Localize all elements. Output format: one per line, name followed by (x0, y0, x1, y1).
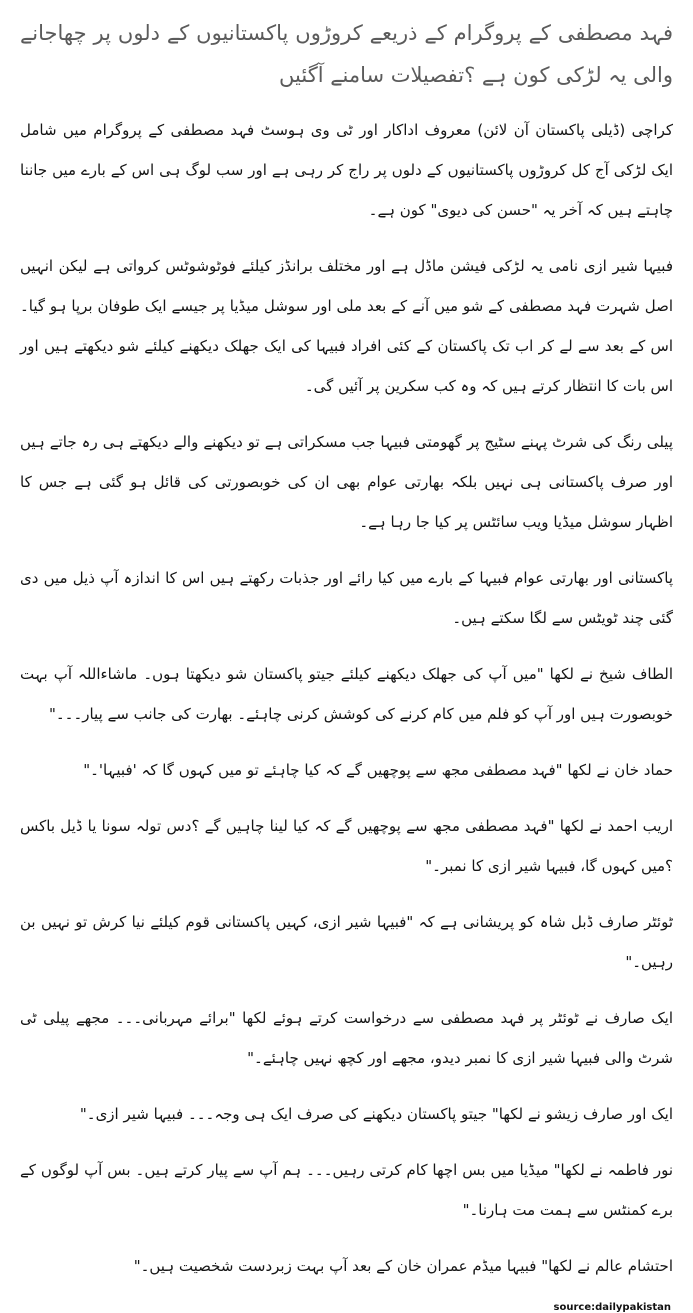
tweet-quote: ایک اور صارف زیشو نے لکھا" جیتو پاکستان دیکھنے کی صرف ایک ہی وجہ۔۔۔ فبیہا شیر ازی۔" (79, 1105, 673, 1123)
tweet-quote: اریب احمد نے لکھا "فہد مصطفی مجھ سے پوچھیں گے کہ کیا لینا چاہیں گے ؟دس تولہ سونا یا ڈیل باکس ؟میں کہوں گا، فبیہا شیر ازی کا نمبر۔" (20, 817, 673, 875)
article-paragraph: فبیہا شیر ازی نامی یہ لڑکی فیشن ماڈل ہے اور مختلف برانڈز کیلئے فوٹوشوٹس کرواتی ہے لیکن انہیں اصل شہرت فہد مصطفی کے شو میں آنے کے بعد ملی اور سوشل میڈیا پر جیسے ایک طوفان برپا ہو گیا۔ اس کے بعد سے لے کر اب تک پاکستان کے کئی افراد فبیہا کی ایک جھلک دیکھنے کیلئے شو دیکھتے ہیں اور اس بات کا انتظار کرتے ہیں کہ وہ کب سکرین پر آئیں گی۔ (20, 257, 673, 395)
article-headline: فہد مصطفی کے پروگرام کے ذریعے کروڑوں پاکستانیوں کے دلوں پر چھاجانے والی یہ لڑکی کون ہے ؟تفصیلات سامنے آگئیں (20, 21, 673, 87)
tweet-quote: حماد خان نے لکھا "فہد مصطفی مجھ سے پوچھیں گے کہ کیا چاہئے تو میں کہوں گا کہ 'فبیہا'۔" (83, 761, 673, 779)
source-credit: source:dailypakistan (553, 1302, 671, 1313)
tweet-quote: نور فاطمہ نے لکھا" میڈیا میں بس اچھا کام کرتی رہیں۔۔۔ ہم آپ سے پیار کرتے ہیں۔ بس آپ لوگوں کے برے کمنٹس سے ہمت مت ہارنا۔" (20, 1161, 673, 1219)
article-paragraph: پاکستانی اور بھارتی عوام فبیہا کے بارے میں کیا رائے اور جذبات رکھتے ہیں اس کا اندازہ آپ ذیل میں دی گئی چند ٹویٹس سے لگا سکتے ہیں۔ (20, 569, 673, 627)
tweet-quote: ٹوئٹر صارف ڈبل شاہ کو پریشانی ہے کہ "فبیہا شیر ازی، کہیں پاکستانی قوم کیلئے نیا کرش تو نہیں بن رہیں۔" (20, 913, 673, 971)
tweet-quote: ایک صارف نے ٹوئٹر پر فہد مصطفی سے درخواست کرتے ہوئے لکھا "برائے مہربانی۔۔۔ مجھے پیلی ٹی شرٹ والی فبیہا شیر ازی کا نمبر دیدو، مجھے اور کچھ نہیں چاہئے۔" (20, 1009, 673, 1067)
article-paragraph: کراچی (ڈیلی پاکستان آن لائن) معروف اداکار اور ٹی وی ہوسٹ فہد مصطفی کے پروگرام میں شامل ایک لڑکی آج کل کروڑوں پاکستانیوں کے دلوں پر راج کر رہی ہے اور سب لوگ ہی اس کے بارے میں جاننا چاہتے ہیں کہ آخر یہ "حسن کی دیوی" کون ہے۔ (20, 121, 673, 219)
tweet-quote: الطاف شیخ نے لکھا "میں آپ کی جھلک دیکھنے کیلئے جیتو پاکستان شو دیکھتا ہوں۔ ماشاءاللہ آپ بہت خوبصورت ہیں اور آپ کو فلم میں کام کرنے کی کوشش کرنی چاہئے۔ بھارت کی جانب سے پیار۔۔۔" (20, 665, 673, 723)
tweet-quote: احتشام عالم نے لکھا" فبیہا میڈم عمران خان کے بعد آپ بہت زبردست شخصیت ہیں۔" (133, 1257, 673, 1275)
article-paragraph: پیلی رنگ کی شرٹ پہنے سٹیج پر گھومتی فبیہا جب مسکراتی ہے تو دیکھنے والے دیکھتے ہی رہ جاتے ہیں اور صرف پاکستانی ہی نہیں بلکہ بھارتی عوام بھی ان کی خوبصورتی کی قائل ہو گئی ہے جس کا اظہار سوشل میڈیا ویب سائٹس پر کیا جا رہا ہے۔ (20, 433, 673, 531)
